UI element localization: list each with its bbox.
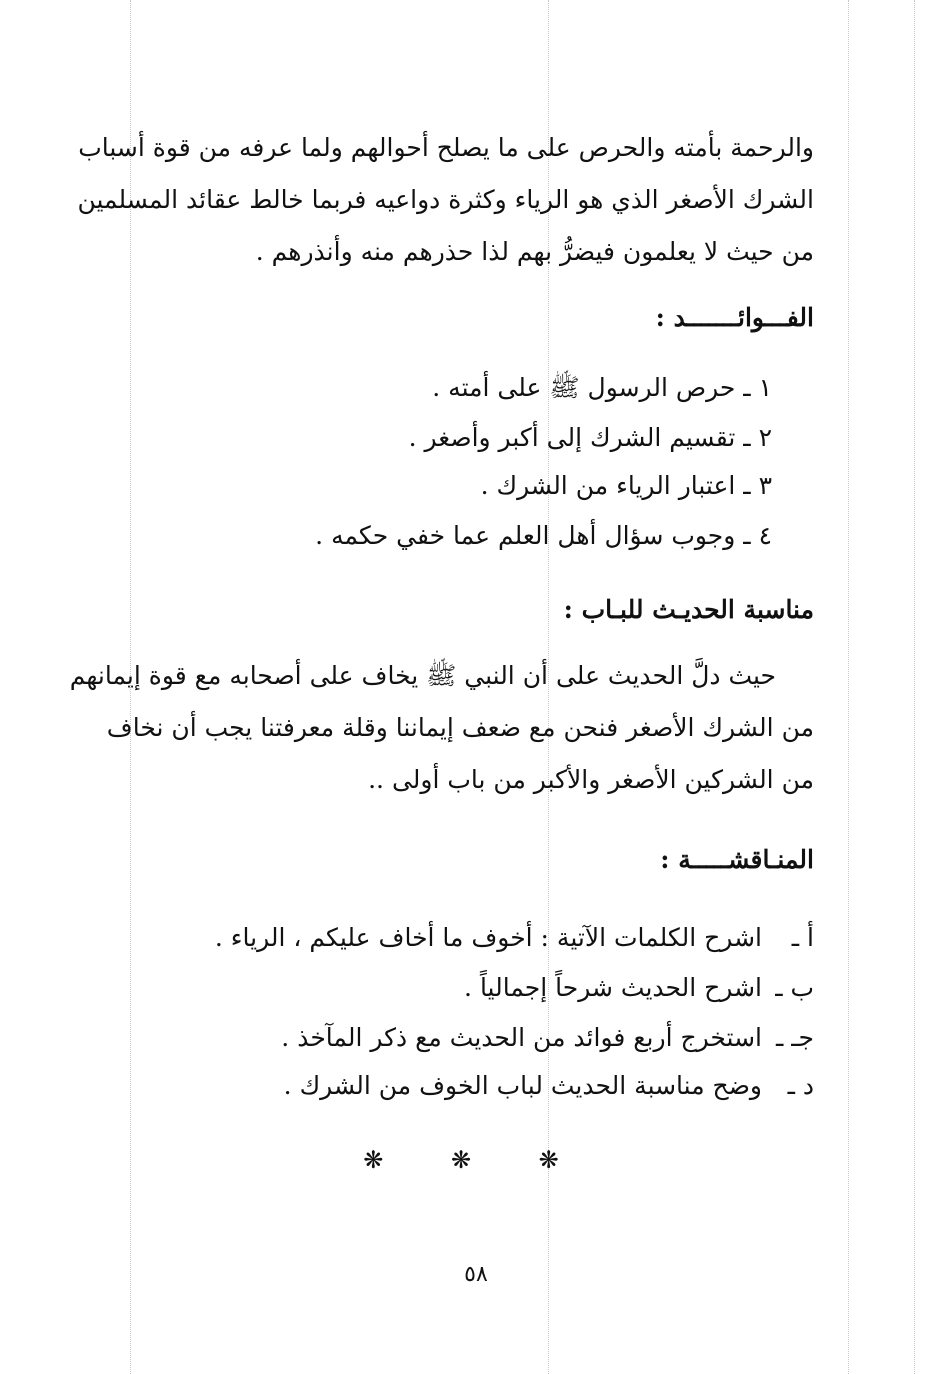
page-number: ٥٨ bbox=[464, 1262, 488, 1287]
relevance-line: من الشرك الأصغر فنحن مع ضعف إيماننا وقلة معرفتنا يجب أن نخاف bbox=[106, 713, 814, 742]
question-text: اشرح الكلمات الآتية : أخوف ما أخاف عليكم ، الرياء . bbox=[214, 923, 762, 952]
benefit-item: ١ ـ حرص الرسول ﷺ على أمته . bbox=[432, 373, 772, 402]
question-letter: د ـ bbox=[787, 1071, 814, 1100]
question-text: استخرج أربع فوائد من الحديث مع ذكر المآخذ . bbox=[281, 1023, 762, 1052]
question-letter: ب ـ bbox=[775, 973, 814, 1002]
question-text: وضح مناسبة الحديث لباب الخوف من الشرك . bbox=[283, 1071, 762, 1100]
benefit-item: ٢ ـ تقسيم الشرك إلى أكبر وأصغر . bbox=[408, 423, 772, 452]
discussion-question bbox=[215, 918, 814, 958]
relevance-heading: مناسبة الحديـث للبـاب : bbox=[563, 595, 814, 624]
discussion-question bbox=[281, 1018, 814, 1058]
paragraph-line: من حيث لا يعلمون فيضرُّ بهم لذا حذرهم منه وأنذرهم . bbox=[255, 237, 814, 266]
paragraph-line: الشرك الأصغر الذي هو الرياء وكثرة دواعيه فربما خالط عقائد المسلمين bbox=[77, 185, 814, 214]
relevance-line: حيث دلَّ الحديث على أن النبي ﷺ يخاف على أصحابه مع قوة إيمانهم bbox=[69, 661, 776, 690]
relevance-line: من الشركين الأصغر والأكبر من باب أولى .. bbox=[368, 765, 814, 794]
benefit-item: ٤ ـ وجوب سؤال أهل العلم عما خفي حكمه . bbox=[315, 521, 772, 550]
question-letter: جـ ـ bbox=[775, 1023, 814, 1052]
discussion-heading: المنـاقشـــــة : bbox=[660, 845, 814, 874]
benefits-heading: الفـــوائـــــــد : bbox=[655, 303, 814, 332]
section-separator: ❋ ❋ ❋ bbox=[363, 1146, 589, 1174]
benefit-item: ٣ ـ اعتبار الرياء من الشرك . bbox=[480, 471, 772, 500]
question-text: اشرح الحديث شرحاً إجمالياً . bbox=[464, 973, 762, 1002]
paragraph-line: والرحمة بأمته والحرص على ما يصلح أحوالهم ولما عرفه من قوة أسباب bbox=[78, 133, 814, 162]
question-letter: أ ـ bbox=[791, 923, 814, 952]
discussion-question bbox=[284, 1066, 814, 1106]
discussion-question bbox=[464, 968, 814, 1008]
